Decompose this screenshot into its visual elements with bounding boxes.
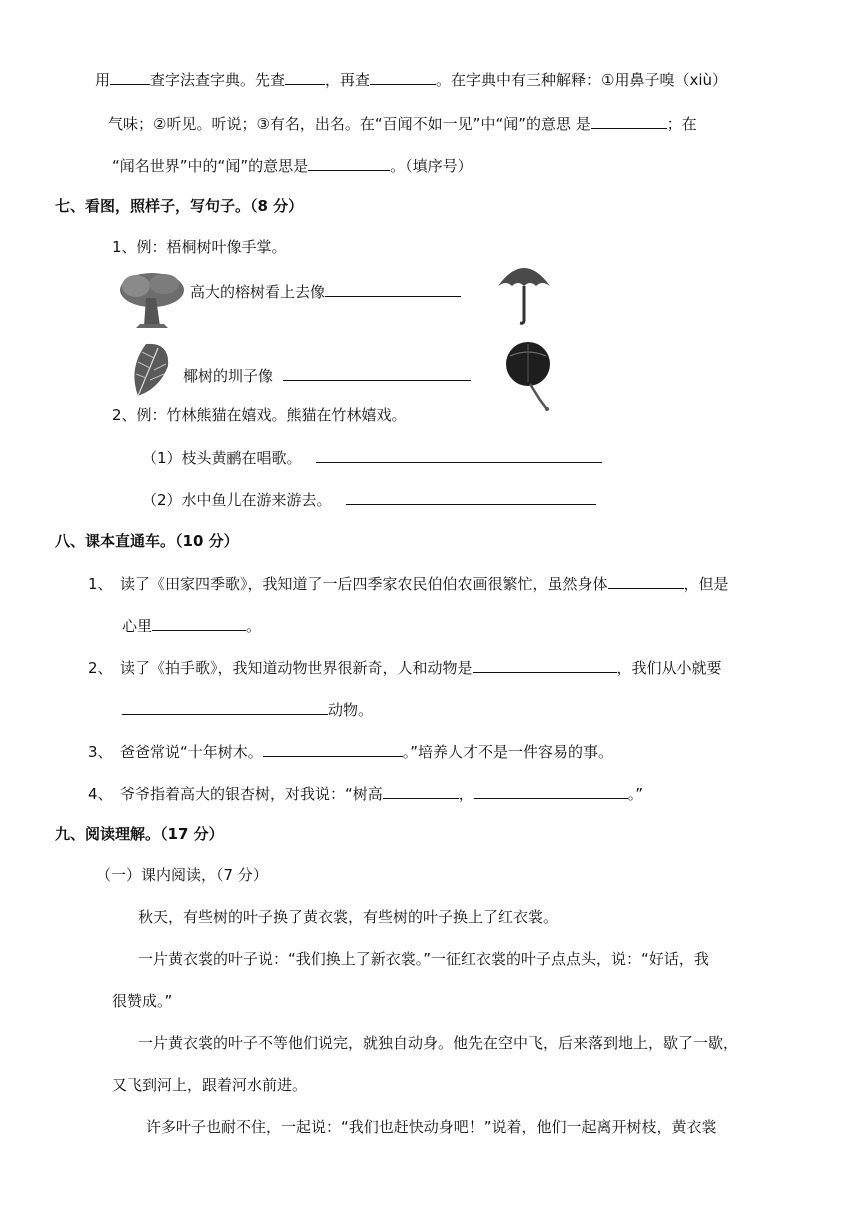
q7-sentence-2 [183,364,471,387]
q8-item-1-cont [122,614,261,637]
passage-p1: 秋天，有些树的叶子换了黄衣裳，有些树的叶子换上了红衣裳。 [138,908,559,926]
text: 心里 [122,617,153,635]
q7-item2-2 [142,488,596,511]
q9-sub1: （一）课内阅读，（7 分） [96,866,268,884]
q7-item1-example: 1、例：梧桐树叶像手掌。 [112,238,287,256]
text: （1）枝头黄鹂在唱歌。 [142,449,302,467]
q7-item2-example: 2、例：竹林熊猫在嬉戏。熊猫在竹林嬉戏。 [112,406,407,424]
q7-item2-1 [142,446,602,469]
q8-item-4 [88,782,643,805]
text: “闻名世界”中的“闻”的意思是 [112,157,309,175]
passage-p3-line2: 又飞到河上，跟着河水前进。 [112,1076,308,1094]
q8-heading: 八、课本直通车。（10 分） [55,532,239,550]
answer-blank[interactable] [325,280,461,297]
passage-p3-line1: 一片黄衣裳的叶子不等他们说完，就独自动身。他先在空中飞，后来落到地上，歇了一歇， [138,1034,739,1052]
answer-blank[interactable] [263,740,403,757]
q6-line-3 [112,154,473,177]
answer-blank[interactable] [110,68,150,85]
answer-blank[interactable] [474,782,628,799]
text: 椰树的圳子像 [183,367,274,385]
item-number: 3、 [88,743,113,761]
answer-blank[interactable] [283,364,471,381]
answer-blank[interactable] [316,446,602,463]
answer-blank[interactable] [383,782,459,799]
umbrella-icon [494,256,554,326]
passage-p4: 许多叶子也耐不住，一起说：“我们也赶快动身吧！”说着，他们一起离开树枝，黄衣裳 [146,1118,717,1136]
q8-item-2 [88,656,722,679]
q8-item-1 [88,572,729,595]
q8-item-2-cont [122,698,373,721]
text: ，但是 [683,575,729,593]
answer-blank[interactable] [370,68,436,85]
item-number: 4、 [88,785,113,803]
answer-blank[interactable] [308,154,390,171]
text: 动物。 [328,701,374,719]
q8-item-3 [88,740,613,763]
q6-line-1 [95,68,727,91]
item-number: 1、 [88,575,113,593]
text: 读了《拍手歌》，我知道动物世界很新奇，人和动物是 [120,659,473,677]
banyan-tree-icon [116,268,186,330]
text: （2）水中鱼儿在游来游去。 [142,491,332,509]
answer-blank[interactable] [346,488,596,505]
text: 爸爸常说“十年树木。 [120,743,263,761]
text: 。 [246,617,262,635]
text: 用 [95,71,111,89]
text: ，再查 [325,71,371,89]
passage-p2-line2: 很赞成。” [112,992,173,1010]
answer-blank[interactable] [152,614,246,631]
text: 。在字典中有三种解释：①用鼻子嗅（xiù） [436,71,728,89]
text: ，我们从小就要 [616,659,722,677]
answer-blank[interactable] [591,112,667,129]
palm-leaf-icon [124,338,174,400]
text: 气味；②听见。听说；③有名，出名。在“百闻不如一见”中“闻”的意思 是 [108,115,591,133]
text: 高大的榕树看上去像 [190,283,326,301]
text: ；在 [666,115,697,133]
fan-icon [500,338,560,412]
q9-heading: 九、阅读理解。（17 分） [55,825,224,843]
text: 爷爷指着高大的银杏树，对我说：“树高 [120,785,383,803]
passage-p2-line1: 一片黄衣裳的叶子说：“我们换上了新衣裳。”一征红衣裳的叶子点点头，说：“好话，我 [138,950,709,968]
q7-sentence-1 [190,280,461,303]
q7-heading: 七、看图，照样子，写句子。（8 分） [55,197,304,215]
q6-line-2 [108,112,697,135]
answer-blank[interactable] [285,68,325,85]
item-number: 2、 [88,659,113,677]
answer-blank[interactable] [473,656,617,673]
text: 读了《田家四季歌》，我知道了一后四季家农民伯伯农画很繁忙，虽然身体 [120,575,608,593]
answer-blank[interactable] [608,572,684,589]
text: 。”培养人才不是一件容易的事。 [402,743,614,761]
text: ， [458,785,474,803]
text: 。（填序号） [390,157,473,175]
answer-blank[interactable] [122,698,328,715]
text: 查字法查字典。先查 [150,71,286,89]
text: 。” [627,785,644,803]
